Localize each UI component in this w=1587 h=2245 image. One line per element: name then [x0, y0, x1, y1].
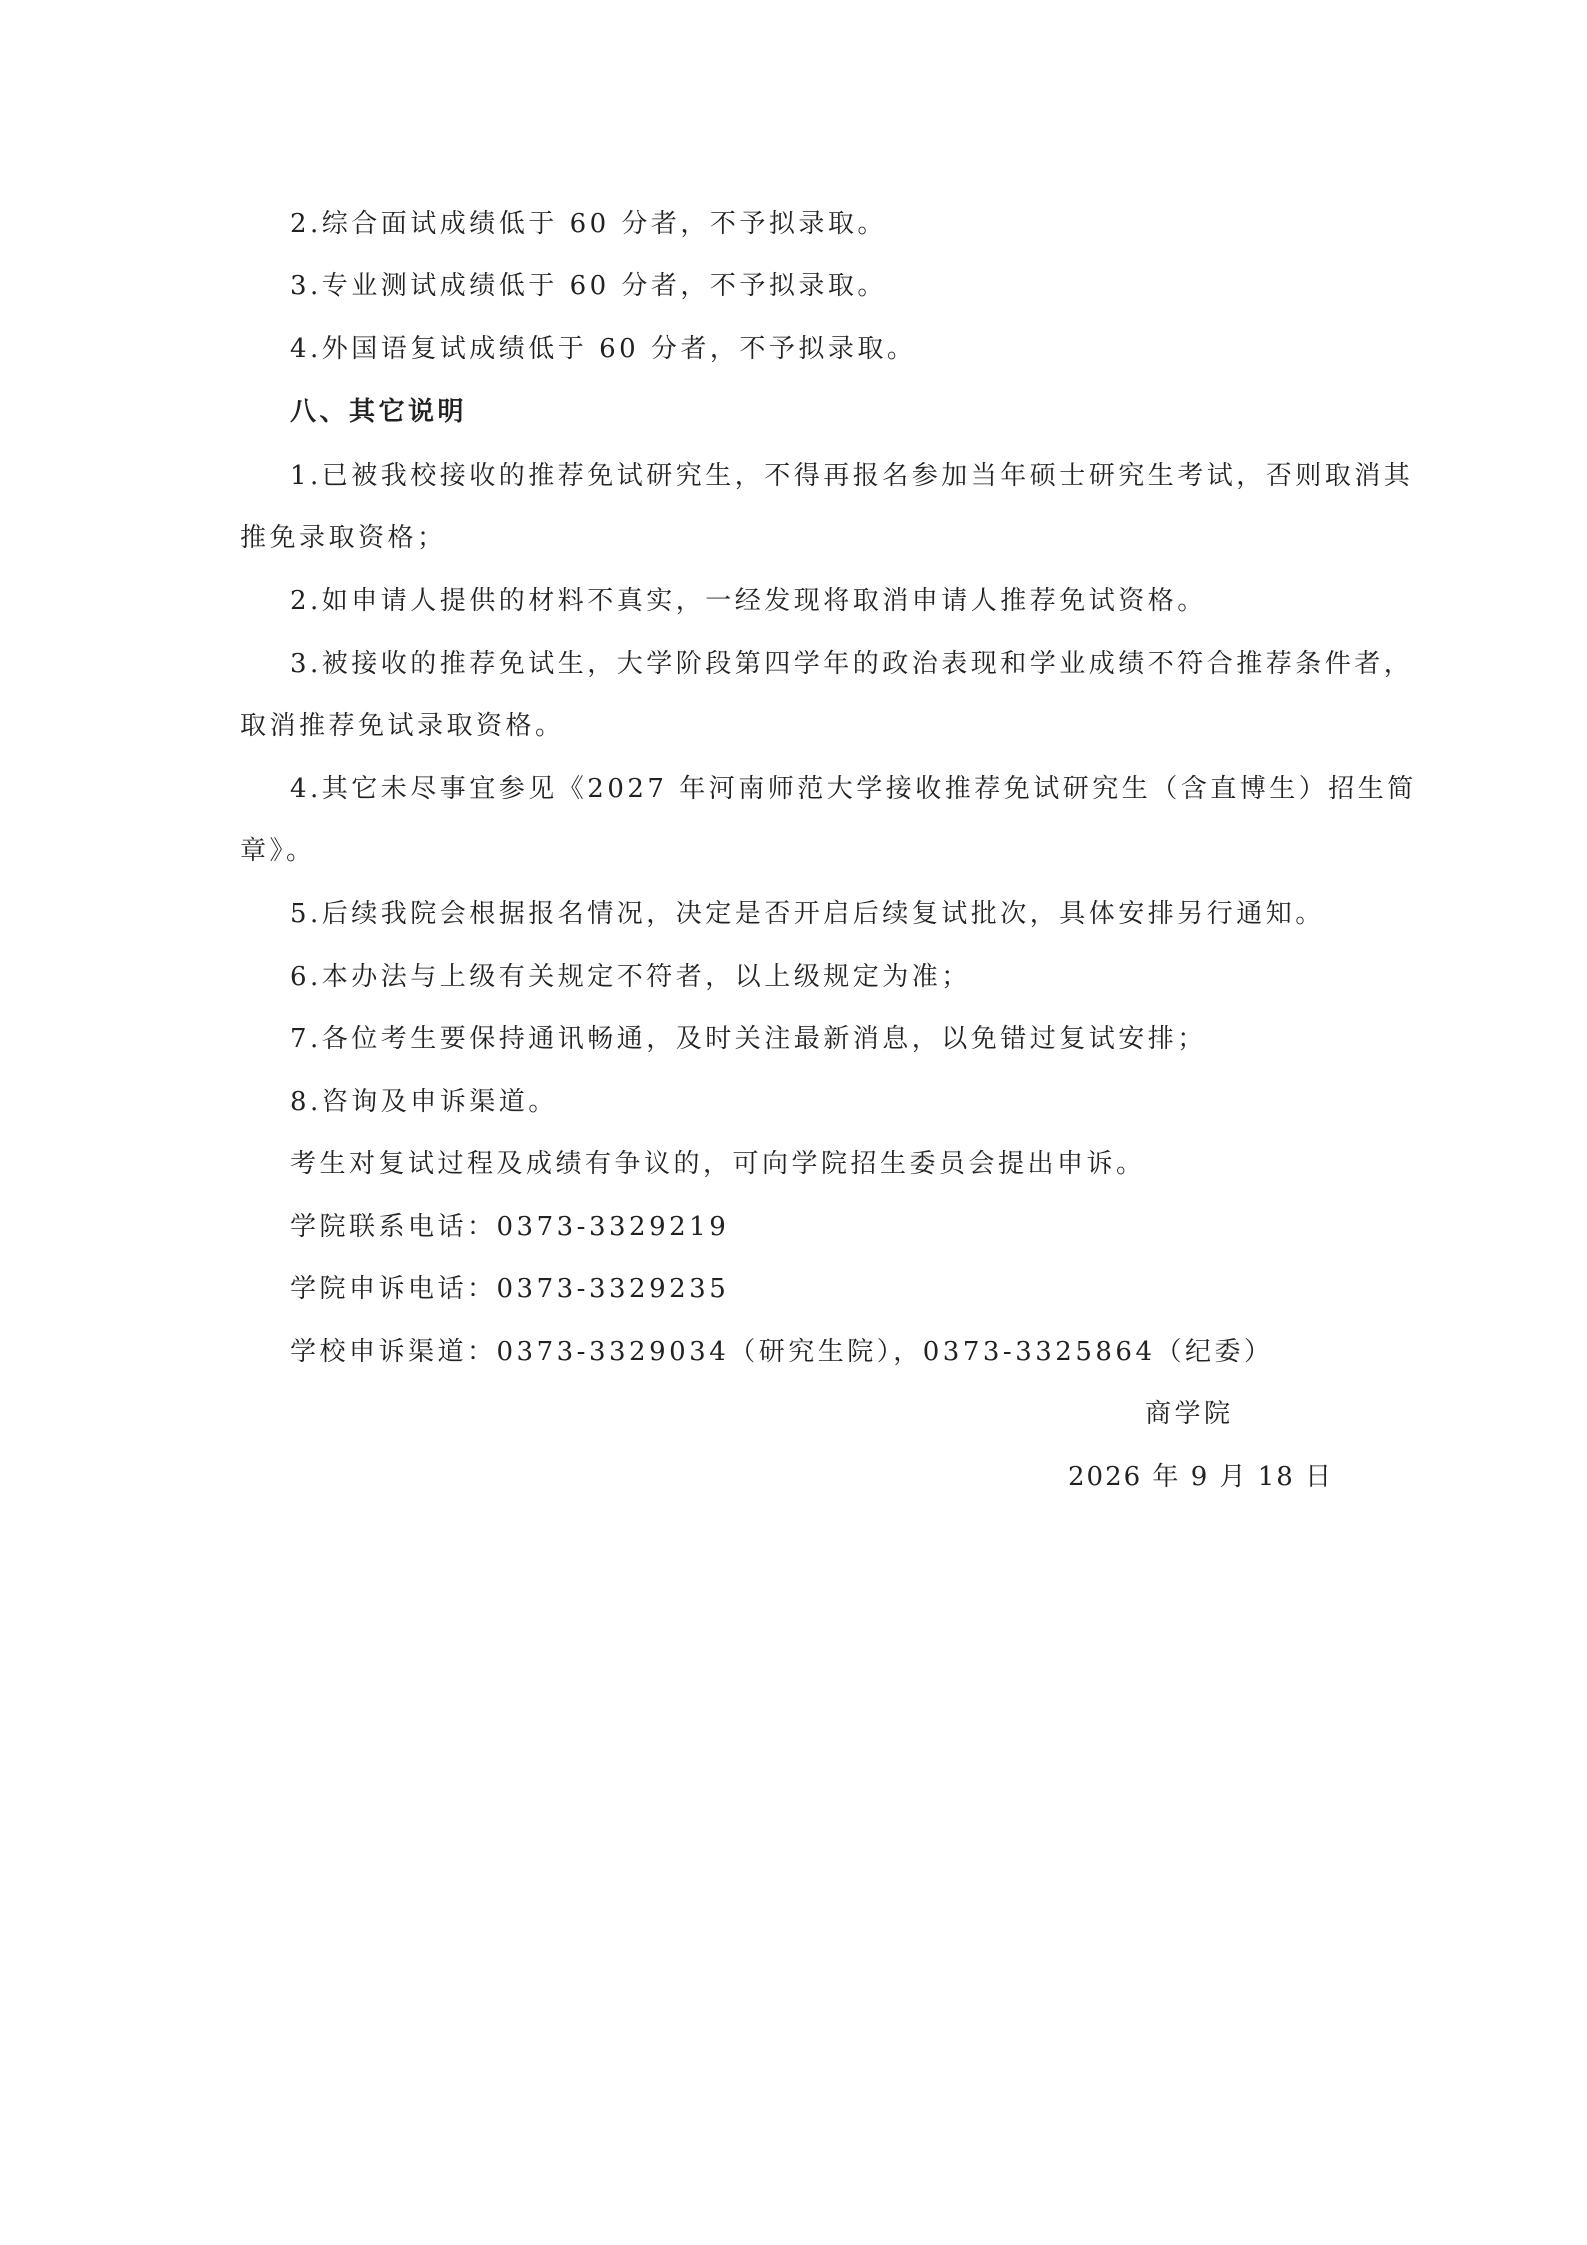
paragraph-1-line-1: 1.已被我校接收的推荐免试研究生，不得再报名参加当年硕士研究生考试，否则取消其	[290, 461, 1414, 491]
school-appeal-channel: 学校申诉渠道：0373-3329034（研究生院），0373-3325864（纪委）	[290, 1337, 1274, 1367]
signature-date: 2026 年 9 月 18 日	[1068, 1462, 1334, 1492]
paragraph-3-line-2: 取消推荐免试录取资格。	[240, 711, 565, 741]
paragraph-8: 8.咨询及申诉渠道。	[290, 1087, 558, 1117]
appeal-phone: 学院申诉电话：0373-3329235	[290, 1274, 730, 1304]
paragraph-4-line-1: 4.其它未尽事宜参见《2027 年河南师范大学接收推荐免试研究生（含直博生）招生简	[290, 774, 1417, 804]
contact-phone: 学院联系电话：0373-3329219	[290, 1212, 730, 1242]
paragraph-4-line-2: 章》。	[240, 836, 316, 866]
signature-org: 商学院	[1145, 1399, 1234, 1429]
paragraph-1-line-2: 推免录取资格；	[240, 523, 447, 553]
rule-item-3: 3.专业测试成绩低于 60 分者，不予拟录取。	[290, 271, 887, 301]
paragraph-7: 7.各位考生要保持通讯畅通，及时关注最新消息，以免错过复试安排；	[290, 1024, 1207, 1054]
appeal-text: 考生对复试过程及成绩有争议的，可向学院招生委员会提出申诉。	[290, 1149, 1146, 1179]
paragraph-6: 6.本办法与上级有关规定不符者，以上级规定为准；	[290, 962, 971, 992]
paragraph-3-line-1: 3.被接收的推荐免试生，大学阶段第四学年的政治表现和学业成绩不符合推荐条件者，	[290, 649, 1414, 679]
rule-item-4: 4.外国语复试成绩低于 60 分者，不予拟录取。	[290, 334, 917, 364]
section-heading: 八、其它说明	[290, 397, 468, 427]
rule-item-2: 2.综合面试成绩低于 60 分者，不予拟录取。	[290, 209, 887, 239]
paragraph-2: 2.如申请人提供的材料不真实，一经发现将取消申请人推荐免试资格。	[290, 586, 1207, 616]
paragraph-5: 5.后续我院会根据报名情况，决定是否开启后续复试批次，具体安排另行通知。	[290, 899, 1325, 929]
